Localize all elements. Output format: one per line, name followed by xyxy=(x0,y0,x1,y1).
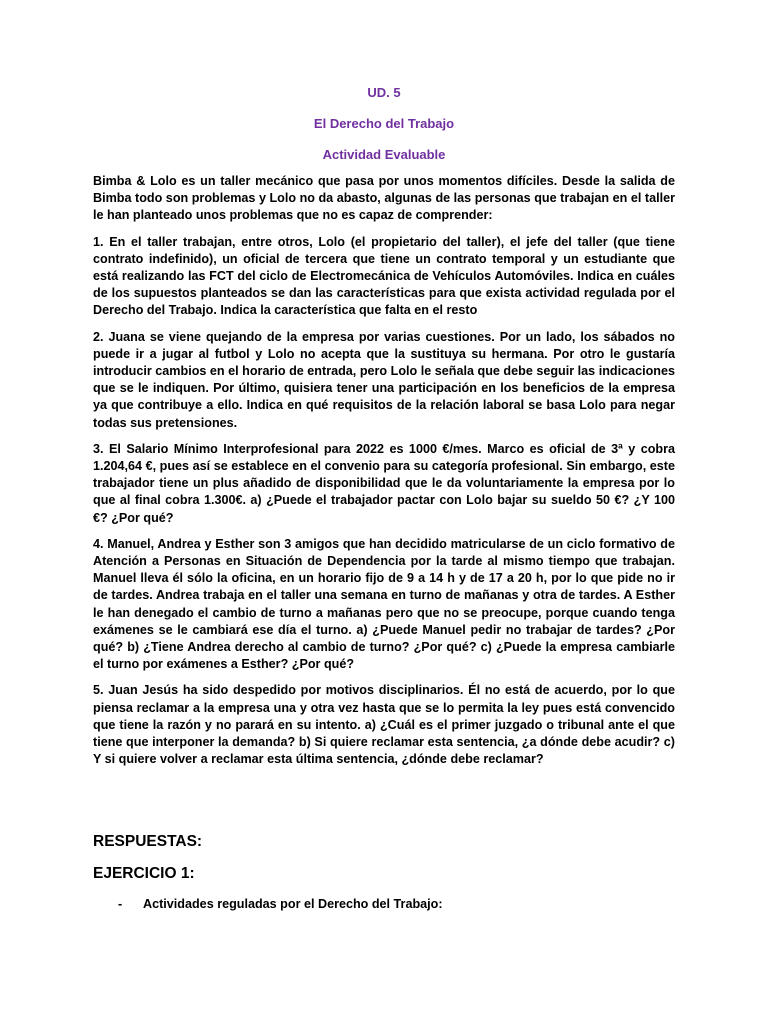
exercise-1-answer-heading: EJERCICIO 1: xyxy=(93,864,195,882)
answer-bullet-text: Actividades reguladas por el Derecho del Trabajo: xyxy=(143,896,443,911)
document-content xyxy=(93,84,675,913)
answers-heading: RESPUESTAS: xyxy=(93,832,203,850)
section-spacer xyxy=(93,778,675,832)
exercise-3-statement: 3. El Salario Mínimo Interprofesional para 2022 es 1000 €/mes. Marco es oficial de 3ª y cobra 1.204,64 €, pues así se establece en el convenio para su categoría profesional. Sin embargo, este trabajador tiene un plus añadido de disponibilidad que le da voluntariamente la empresa por lo que al final cobra 1.300€. a) ¿Puede el trabajador pactar con Lolo bajar su sueldo 50 €? ¿Y 100 €? ¿Por qué? xyxy=(93,441,675,525)
exercise-5-statement: 5. Juan Jesús ha sido despedido por motivos disciplinarios. Él no está de acuerdo, por lo que piensa reclamar a la empresa una y otra vez hasta que se lo permita la ley pues está convencido que tiene la razón y no parará en su intento. a) ¿Cuál es el primer juzgado o tribunal ante el que tiene que interponer la demanda? b) Si quiere reclamar esta sentencia, ¿a dónde debe acudir? c) Y si quiere volver a reclamar esta última sentencia, ¿dónde debe reclamar? xyxy=(93,683,675,767)
bullet-dash: - xyxy=(118,896,123,911)
subject-title: El Derecho del Trabajo xyxy=(313,116,455,131)
intro-paragraph: Bimba & Lolo es un taller mecánico que pasa por unos momentos difíciles. Desde la salida de Bimba todo son problemas y Lolo no da abasto, algunas de las personas que trabajan en el taller le han planteado unos problemas que no es capaz de comprender: xyxy=(93,174,675,223)
unit-title: UD. 5 xyxy=(367,85,401,100)
exercise-4-statement: 4. Manuel, Andrea y Esther son 3 amigos que han decidido matricularse de un ciclo formativo de Atención a Personas en Situación de Dependencia por la tarde al mismo tiempo que trabajan. Manuel lleva él sólo la oficina, en un horario fijo de 9 a 14 h y de 17 a 20 h, por lo que pide no ir de tardes. Andrea trabaja en el taller una semana en turno de mañanas y otra de tardes. A Esther le han denegado el cambio de turno a mañanas pero que no se preocupe, porque cuando tenga exámenes se le cambiará ese día el turno. a) ¿Puede Manuel pedir no trabajar de tardes? ¿Por qué? b) ¿Tiene Andrea derecho al cambio de turno? ¿Por qué? c) ¿Puede la empresa cambiarle el turno por exámenes a Esther? ¿Por qué? xyxy=(93,536,675,672)
exercise-1-statement: 1. En el taller trabajan, entre otros, Lolo (el propietario del taller), el jefe del taller (que tiene contrato indefinido), un oficial de tercera que tiene un contrato temporal y un estudiante que está realizando las FCT del ciclo de Electromecánica de Vehículos Automóviles. Indica en cuáles de los supuestos planteados se dan las características para que exista actividad regulada por el Derecho del Trabajo. Indica la característica que falta en el resto xyxy=(93,234,675,318)
activity-title: Actividad Evaluable xyxy=(322,147,446,162)
exercise-2-statement: 2. Juana se viene quejando de la empresa por varias cuestiones. Por un lado, los sábados no puede ir a jugar al futbol y Lolo no acepta que la sustituya su hermana. Por otro le gustaría introducir cambios en el horario de entrada, pero Lolo le señala que debe seguir las indicaciones que se le indiquen. Por último, quisiera tener una participación en los beneficios de la empresa ya que contribuye a ello. Indica en qué requisitos de la relación laboral se basa Lolo para negar todas sus pretensiones. xyxy=(93,329,675,430)
answer-bullet-item xyxy=(93,896,675,913)
